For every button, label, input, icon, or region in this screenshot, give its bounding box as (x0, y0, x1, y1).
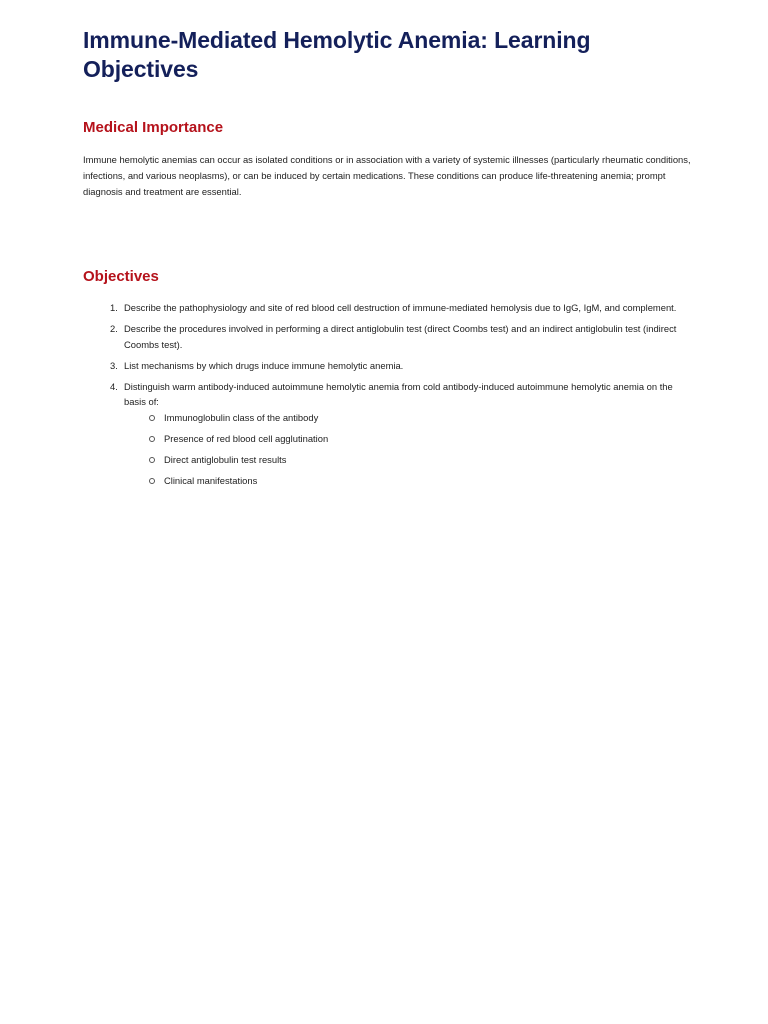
objective-number: 1. (110, 302, 118, 313)
document-page (83, 26, 695, 494)
medical-importance-text: Immune hemolytic anemias can occur as isolated conditions or in association with a variety of systemic illnesses (particularly rheumatic conditions, infections, and various neoplasms), or can be induced by certain medications. These conditions can produce life-threatening anemia; prompt diagnosis and treatment are essential. (83, 154, 691, 197)
objective-item-2 (110, 321, 695, 352)
criteria-text: Presence of red blood cell agglutination (164, 432, 329, 444)
medical-importance-heading: Medical Importance (83, 119, 224, 136)
hollow-circle-bullet-icon (149, 457, 155, 463)
objective-text: Distinguish warm antibody-induced autoimmune hemolytic anemia from cold antibody-induced autoimmune hemolytic anemia on the basis of: (124, 380, 673, 407)
objective-item-1 (110, 300, 695, 316)
objective-item-3 (110, 358, 695, 374)
objective-number: 3. (110, 359, 118, 371)
page-title: Immune-Mediated Hemolytic Anemia: Learning Objectives (83, 27, 591, 82)
hollow-circle-bullet-icon (149, 478, 155, 484)
hollow-circle-bullet-icon (149, 436, 155, 442)
criteria-item-agglutination (164, 431, 695, 447)
criteria-text: Direct antiglobulin test results (164, 453, 287, 465)
objective-item-4 (110, 379, 695, 489)
objectives-heading: Objectives (83, 268, 159, 285)
hollow-circle-bullet-icon (149, 415, 155, 421)
objective-number: 4. (110, 380, 118, 392)
criteria-text: Immunoglobulin class of the antibody (164, 411, 319, 423)
criteria-item-clinical-manifestations (164, 473, 695, 489)
criteria-item-immunoglobulin-class (164, 410, 695, 426)
criteria-sublist (124, 410, 695, 489)
objective-text: List mechanisms by which drugs induce immune hemolytic anemia. (124, 359, 404, 371)
objective-text: Describe the procedures involved in performing a direct antiglobulin test (direct Coombs test) and an indirect antiglobulin test (indirect Coombs test). (124, 323, 677, 350)
objective-text: Describe the pathophysiology and site of red blood cell destruction of immune-mediated hemolysis due to IgG, IgM, and complement. (124, 302, 677, 313)
criteria-text: Clinical manifestations (164, 474, 258, 486)
objective-number: 2. (110, 323, 118, 334)
objectives-list (83, 300, 695, 488)
criteria-item-antiglobulin-results (164, 452, 695, 468)
